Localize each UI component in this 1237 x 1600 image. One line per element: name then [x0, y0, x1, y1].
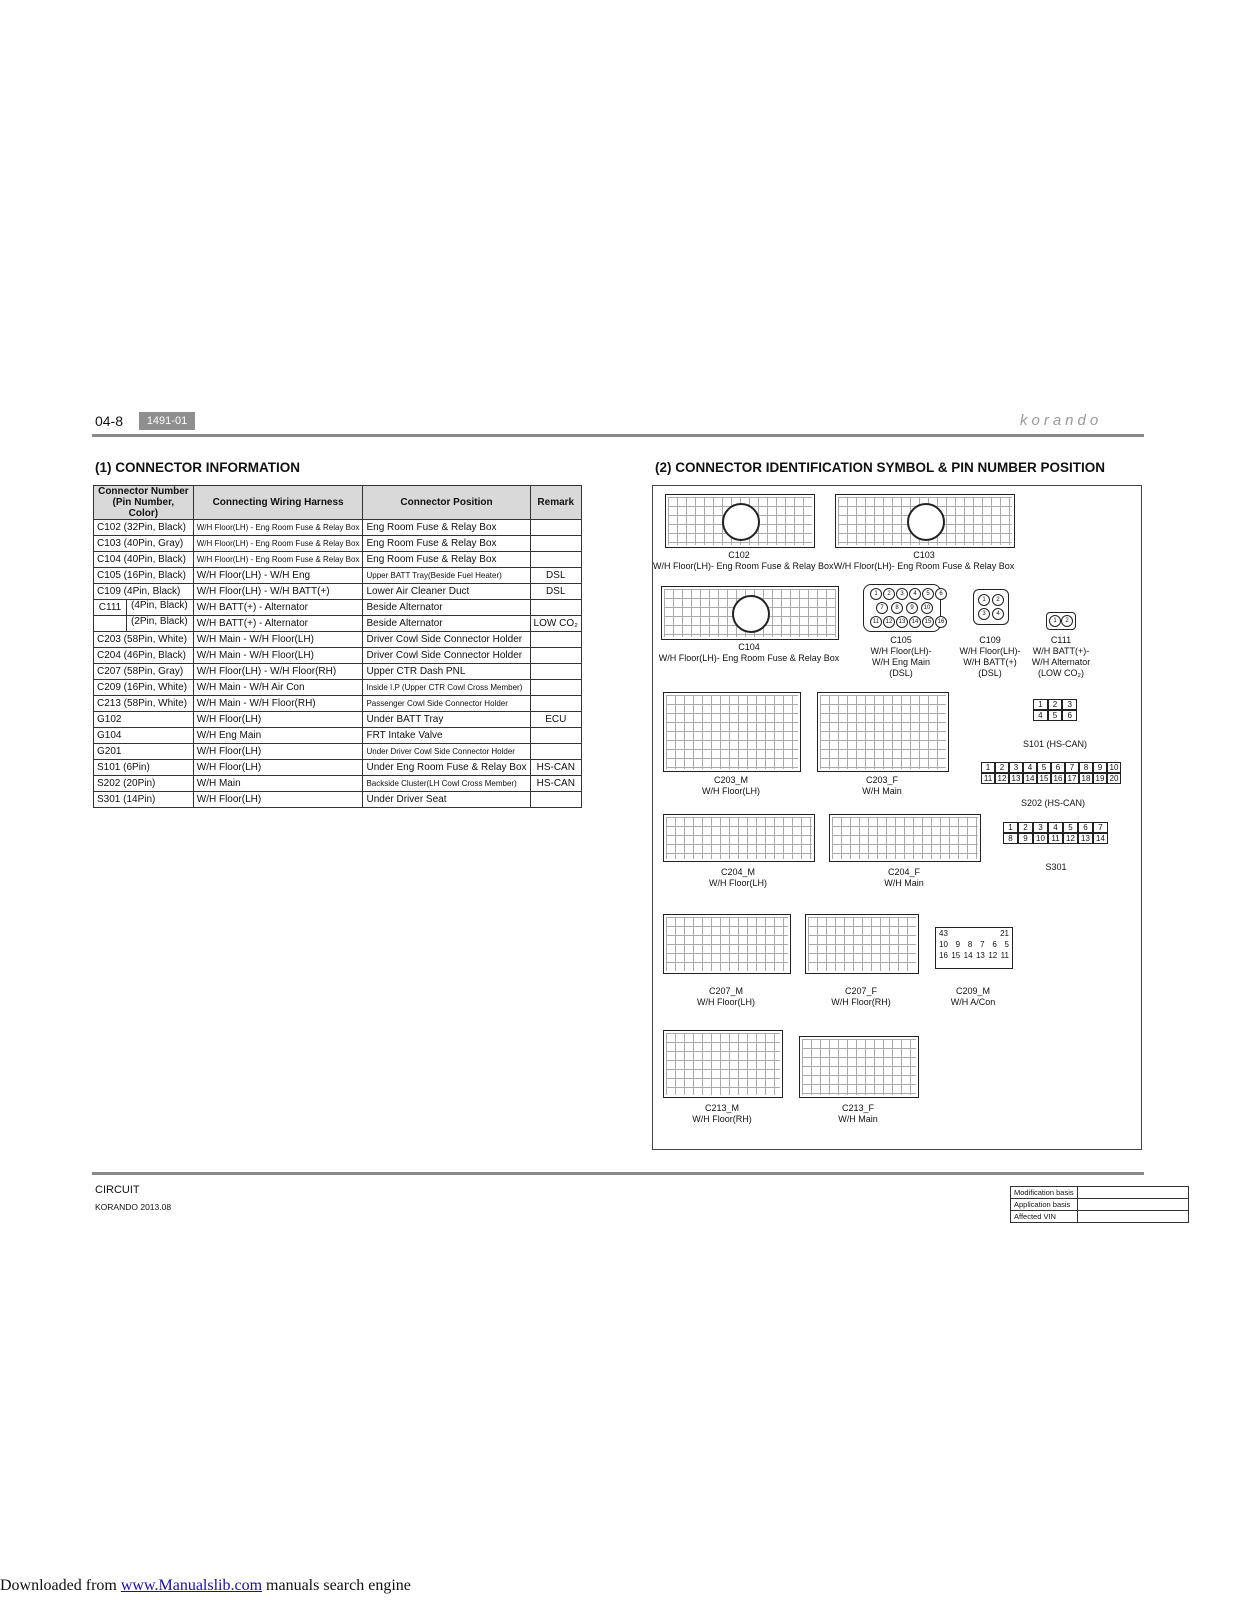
- pin: 7: [1093, 822, 1108, 833]
- cell-harness: W/H BATT(+) - Alternator: [193, 616, 363, 632]
- c111-connector-diagram: [1046, 612, 1076, 630]
- c111-label: C111: [94, 600, 127, 615]
- pin: 1: [1003, 822, 1018, 833]
- cell-remark: [530, 792, 581, 808]
- c203f-connector-diagram: [817, 692, 949, 772]
- cell-position: Under Eng Room Fuse & Relay Box: [363, 760, 530, 776]
- pin: 13: [1078, 833, 1093, 844]
- c109-caption: C109 W/H Floor(LH)- W/H BATT(+) (DSL): [959, 635, 1021, 678]
- cell-connector: C209 (16Pin, White): [94, 680, 194, 696]
- c103-caption: C103 W/H Floor(LH)- Eng Room Fuse & Relay Box: [833, 550, 1015, 571]
- pin: 3: [978, 608, 990, 620]
- c203f-caption: C203_F W/H Main: [862, 775, 902, 796]
- c204f-caption: C204_F W/H Main: [884, 867, 924, 888]
- pin: 8: [1079, 762, 1093, 773]
- table-row: [94, 776, 582, 792]
- c204m-caption: C204_M W/H Floor(LH): [709, 867, 767, 888]
- cell-remark: [530, 648, 581, 664]
- c213m-caption: C213_M W/H Floor(RH): [692, 1103, 752, 1124]
- header-rule: [92, 434, 1144, 437]
- pin: 15: [1037, 773, 1051, 784]
- cell-position: Eng Room Fuse & Relay Box: [363, 520, 530, 536]
- table-row: [94, 600, 582, 616]
- download-prefix: Downloaded from: [0, 1577, 121, 1594]
- pin: 14: [1023, 773, 1037, 784]
- c111-sub2: (2Pin, Black): [131, 616, 188, 627]
- table-row: [94, 680, 582, 696]
- pin: 4: [1033, 710, 1048, 721]
- pin: 13: [1009, 773, 1023, 784]
- pin: 16: [939, 951, 948, 960]
- cell-connector: C102 (32Pin, Black): [94, 520, 194, 536]
- cell-remark: [530, 664, 581, 680]
- pin: 6: [935, 588, 947, 600]
- cell-harness: W/H Floor(LH): [193, 760, 363, 776]
- cell-remark: DSL: [530, 584, 581, 600]
- table-row: [94, 584, 582, 600]
- cell-remark: HS-CAN: [530, 760, 581, 776]
- cell-harness: W/H Main - W/H Floor(LH): [193, 632, 363, 648]
- pin: 1: [978, 594, 990, 606]
- cell-remark: [530, 744, 581, 760]
- c203m-connector-diagram: [663, 692, 801, 772]
- pin: 5: [922, 588, 934, 600]
- cell-harness: W/H Floor(LH) - W/H Eng: [193, 568, 363, 584]
- pin: 12: [1063, 833, 1078, 844]
- c213f-connector-diagram: [799, 1036, 919, 1098]
- pin: 15: [951, 951, 961, 960]
- pin: 8: [1003, 833, 1018, 844]
- c207f-caption: C207_F W/H Floor(RH): [831, 986, 891, 1007]
- c209m-caption: C209_M W/H A/Con: [950, 986, 996, 1007]
- c105-caption: C105 W/H Floor(LH)- W/H Eng Main (DSL): [870, 635, 932, 678]
- c209m-connector-diagram: [935, 927, 1013, 969]
- cell-position: Upper CTR Dash PNL: [363, 664, 530, 680]
- mod-label: Modification basis: [1011, 1187, 1078, 1199]
- cell-remark: [530, 600, 581, 616]
- cell-connector: C109 (4Pin, Black): [94, 584, 194, 600]
- pin: 9: [1018, 833, 1033, 844]
- pin: 18: [1079, 773, 1093, 784]
- footer-rule: [92, 1172, 1144, 1175]
- pin: 1: [981, 762, 995, 773]
- pin: 4: [1048, 822, 1063, 833]
- pin: 9: [955, 940, 961, 949]
- pin: 14: [963, 951, 973, 960]
- pin: 11: [981, 773, 995, 784]
- cell-remark: [530, 632, 581, 648]
- pin: 12: [995, 773, 1009, 784]
- cell-position: FRT Intake Valve: [363, 728, 530, 744]
- pin: 10: [921, 602, 933, 614]
- pin: 4: [939, 929, 944, 938]
- pin: 2: [1018, 822, 1033, 833]
- cell-harness: W/H Floor(LH) - W/H BATT(+): [193, 584, 363, 600]
- pin: 11: [1000, 951, 1009, 960]
- pin: 12: [883, 616, 895, 628]
- c104-connector-diagram: [661, 586, 839, 640]
- cell-connector: C105 (16Pin, Black): [94, 568, 194, 584]
- pin: 6: [992, 940, 997, 949]
- c207m-caption: C207_M W/H Floor(LH): [697, 986, 755, 1007]
- table-row: [94, 792, 582, 808]
- pin: 3: [1009, 762, 1023, 773]
- table-row: [94, 760, 582, 776]
- pin: 6: [1078, 822, 1093, 833]
- c204f-connector-diagram: [829, 814, 981, 862]
- c213f-caption: C213_F W/H Main: [838, 1103, 878, 1124]
- s101-caption: S101 (HS-CAN): [1022, 739, 1087, 749]
- pin: 4: [1023, 762, 1037, 773]
- pin: 2: [1000, 929, 1005, 938]
- pin: 16: [935, 616, 947, 628]
- cell-remark: [530, 520, 581, 536]
- pin: 2: [992, 594, 1004, 606]
- cell-harness: W/H Floor(LH): [193, 792, 363, 808]
- pin: 1: [1049, 615, 1061, 627]
- section-title-identification: (2) CONNECTOR IDENTIFICATION SYMBOL & PIN NUMBER POSITION: [655, 460, 1106, 475]
- cell-connector: C203 (58Pin, White): [94, 632, 194, 648]
- cell-connector-c111-2: [94, 616, 194, 632]
- pin: 13: [896, 616, 908, 628]
- pin: 17: [1065, 773, 1079, 784]
- c207f-connector-diagram: [805, 914, 919, 974]
- cell-connector: G104: [94, 728, 194, 744]
- cell-remark: HS-CAN: [530, 776, 581, 792]
- cell-harness: W/H Floor(LH) - Eng Room Fuse & Relay Box: [193, 520, 363, 536]
- pin: 14: [909, 616, 921, 628]
- cell-remark: [530, 696, 581, 712]
- cell-position: Eng Room Fuse & Relay Box: [363, 552, 530, 568]
- mod-label: Affected VIN: [1011, 1211, 1078, 1223]
- cell-position: Upper BATT Tray(Beside Fuel Heater): [363, 568, 530, 584]
- cell-harness: W/H Main - W/H Air Con: [193, 680, 363, 696]
- cell-connector: G102: [94, 712, 194, 728]
- table-row: [94, 536, 582, 552]
- table-header-row: [94, 486, 582, 520]
- section-title-connector-info: (1) CONNECTOR INFORMATION: [95, 460, 300, 475]
- pin: 3: [896, 588, 908, 600]
- cell-remark: ECU: [530, 712, 581, 728]
- pin: 11: [870, 616, 882, 628]
- table-row: [1011, 1199, 1189, 1211]
- cell-position: Driver Cowl Side Connector Holder: [363, 648, 530, 664]
- pin: 7: [980, 940, 985, 949]
- pin: 2: [1061, 615, 1073, 627]
- cell-connector: S202 (20Pin): [94, 776, 194, 792]
- c102-connector-diagram: [665, 494, 815, 548]
- column-header: Remark: [530, 486, 581, 520]
- pin: 7: [1065, 762, 1079, 773]
- footer-title: CIRCUIT: [95, 1184, 140, 1196]
- cell-remark: [530, 728, 581, 744]
- pin: 6: [1051, 762, 1065, 773]
- cell-position: Inside I.P (Upper CTR Cowl Cross Member): [363, 680, 530, 696]
- c203m-caption: C203_M W/H Floor(LH): [702, 775, 760, 796]
- pin: 20: [1107, 773, 1121, 784]
- cell-connector-c111: [94, 600, 194, 616]
- table-row: [94, 632, 582, 648]
- table-row: [94, 648, 582, 664]
- table-row: [94, 520, 582, 536]
- pin: 2: [883, 588, 895, 600]
- cell-position: Under BATT Tray: [363, 712, 530, 728]
- manualslib-link[interactable]: www.Manualslib.com: [120, 1577, 263, 1594]
- pin: 9: [1093, 762, 1107, 773]
- pin: 5: [1037, 762, 1051, 773]
- table-row: [94, 728, 582, 744]
- cell-connector: C104 (40Pin, Black): [94, 552, 194, 568]
- cell-remark: LOW CO₂: [530, 616, 581, 632]
- cell-connector: S301 (14Pin): [94, 792, 194, 808]
- pin: 13: [975, 951, 985, 960]
- cell-harness: W/H Floor(LH) - Eng Room Fuse & Relay Box: [193, 536, 363, 552]
- pin: 10: [1107, 762, 1121, 773]
- column-header: Connector Number (Pin Number, Color): [94, 486, 194, 520]
- mod-label: Application basis: [1011, 1199, 1078, 1211]
- cell-harness: W/H Floor(LH): [193, 744, 363, 760]
- s101-connector-diagram: [1033, 699, 1077, 723]
- cell-position: Passenger Cowl Side Connector Holder: [363, 696, 530, 712]
- pin: 10: [1033, 833, 1048, 844]
- table-row: [1011, 1187, 1189, 1199]
- cell-position: Under Driver Cowl Side Connector Holder: [363, 744, 530, 760]
- c111-caption: C111 W/H BATT(+)- W/H Alternator (LOW CO₂): [1031, 635, 1091, 678]
- pin: 3: [1062, 699, 1077, 710]
- cell-position: Backside Cluster(LH Cowl Cross Member): [363, 776, 530, 792]
- table-row: [94, 712, 582, 728]
- cell-position: Beside Alternator: [363, 600, 530, 616]
- footer-subtitle: KORANDO 2013.08: [95, 1202, 172, 1212]
- pin: 1: [870, 588, 882, 600]
- c111-sub1: (4Pin, Black): [131, 600, 188, 611]
- c207m-connector-diagram: [663, 914, 791, 974]
- pin: 2: [1048, 699, 1063, 710]
- pin: 14: [1093, 833, 1108, 844]
- cell-remark: [530, 680, 581, 696]
- cell-remark: [530, 552, 581, 568]
- s301-connector-diagram: [1003, 822, 1109, 848]
- pin: 19: [1093, 773, 1107, 784]
- pin: 11: [1048, 833, 1063, 844]
- table-row: [94, 696, 582, 712]
- c102-caption: C102 W/H Floor(LH)- Eng Room Fuse & Relay Box: [653, 550, 834, 571]
- connector-diagram-panel: [652, 485, 1142, 1150]
- cell-remark: [530, 536, 581, 552]
- column-header: Connector Position: [363, 486, 530, 520]
- download-notice: [0, 1577, 411, 1595]
- cell-position: Eng Room Fuse & Relay Box: [363, 536, 530, 552]
- cell-connector: C207 (58Pin, Gray): [94, 664, 194, 680]
- pin: 5: [1063, 822, 1078, 833]
- cell-position: Lower Air Cleaner Duct: [363, 584, 530, 600]
- pin: 8: [967, 940, 973, 949]
- brand-logo: korando: [1020, 412, 1103, 429]
- cell-harness: W/H BATT(+) - Alternator: [193, 600, 363, 616]
- pin: 10: [939, 940, 948, 949]
- cell-harness: W/H Floor(LH): [193, 712, 363, 728]
- cell-connector: C103 (40Pin, Gray): [94, 536, 194, 552]
- modification-table: [1010, 1186, 1189, 1223]
- s202-caption: S202 (HS-CAN): [1020, 798, 1085, 808]
- connector-info-table: [93, 485, 582, 808]
- cell-position: Under Driver Seat: [363, 792, 530, 808]
- pin: 6: [1062, 710, 1077, 721]
- table-row: [94, 664, 582, 680]
- pin: 8: [891, 602, 903, 614]
- cell-connector: C213 (58Pin, White): [94, 696, 194, 712]
- c105-connector-diagram: [863, 584, 945, 632]
- c213m-connector-diagram: [663, 1030, 783, 1098]
- cell-remark: DSL: [530, 568, 581, 584]
- pin: 15: [922, 616, 934, 628]
- cell-harness: W/H Main - W/H Floor(LH): [193, 648, 363, 664]
- pin: 5: [1004, 940, 1009, 949]
- table-row: [94, 568, 582, 584]
- pin: 4: [992, 608, 1004, 620]
- page-number: 04-8: [95, 413, 124, 429]
- table-row: [94, 552, 582, 568]
- document-code-badge: 1491-01: [139, 412, 195, 430]
- pin: 2: [995, 762, 1009, 773]
- pin: 1: [1033, 699, 1048, 710]
- cell-harness: W/H Main: [193, 776, 363, 792]
- pin: 7: [876, 602, 888, 614]
- pin: 3: [943, 929, 948, 938]
- download-suffix: manuals search engine: [262, 1577, 411, 1594]
- c204m-connector-diagram: [663, 814, 815, 862]
- pin: 9: [906, 602, 918, 614]
- s202-connector-diagram: [981, 762, 1125, 788]
- pin: 5: [1048, 710, 1063, 721]
- s301-caption: S301: [1045, 862, 1067, 872]
- table-row: [94, 744, 582, 760]
- cell-connector: C204 (46Pin, Black): [94, 648, 194, 664]
- pin: 3: [1033, 822, 1048, 833]
- cell-position: Beside Alternator: [363, 616, 530, 632]
- pin: 12: [988, 951, 998, 960]
- cell-harness: W/H Eng Main: [193, 728, 363, 744]
- cell-position: Driver Cowl Side Connector Holder: [363, 632, 530, 648]
- c103-connector-diagram: [835, 494, 1015, 548]
- c104-caption: C104 W/H Floor(LH)- Eng Room Fuse & Relay Box: [658, 642, 840, 663]
- pin: 4: [909, 588, 921, 600]
- cell-harness: W/H Floor(LH) - Eng Room Fuse & Relay Box: [193, 552, 363, 568]
- cell-harness: W/H Main - W/H Floor(RH): [193, 696, 363, 712]
- pin: 1: [1004, 929, 1009, 938]
- cell-connector: S101 (6Pin): [94, 760, 194, 776]
- table-row: [94, 616, 582, 632]
- column-header: Connecting Wiring Harness: [193, 486, 363, 520]
- cell-harness: W/H Floor(LH) - W/H Floor(RH): [193, 664, 363, 680]
- table-row: [1011, 1211, 1189, 1223]
- cell-connector: G201: [94, 744, 194, 760]
- pin: 16: [1051, 773, 1065, 784]
- c109-connector-diagram: [973, 589, 1009, 625]
